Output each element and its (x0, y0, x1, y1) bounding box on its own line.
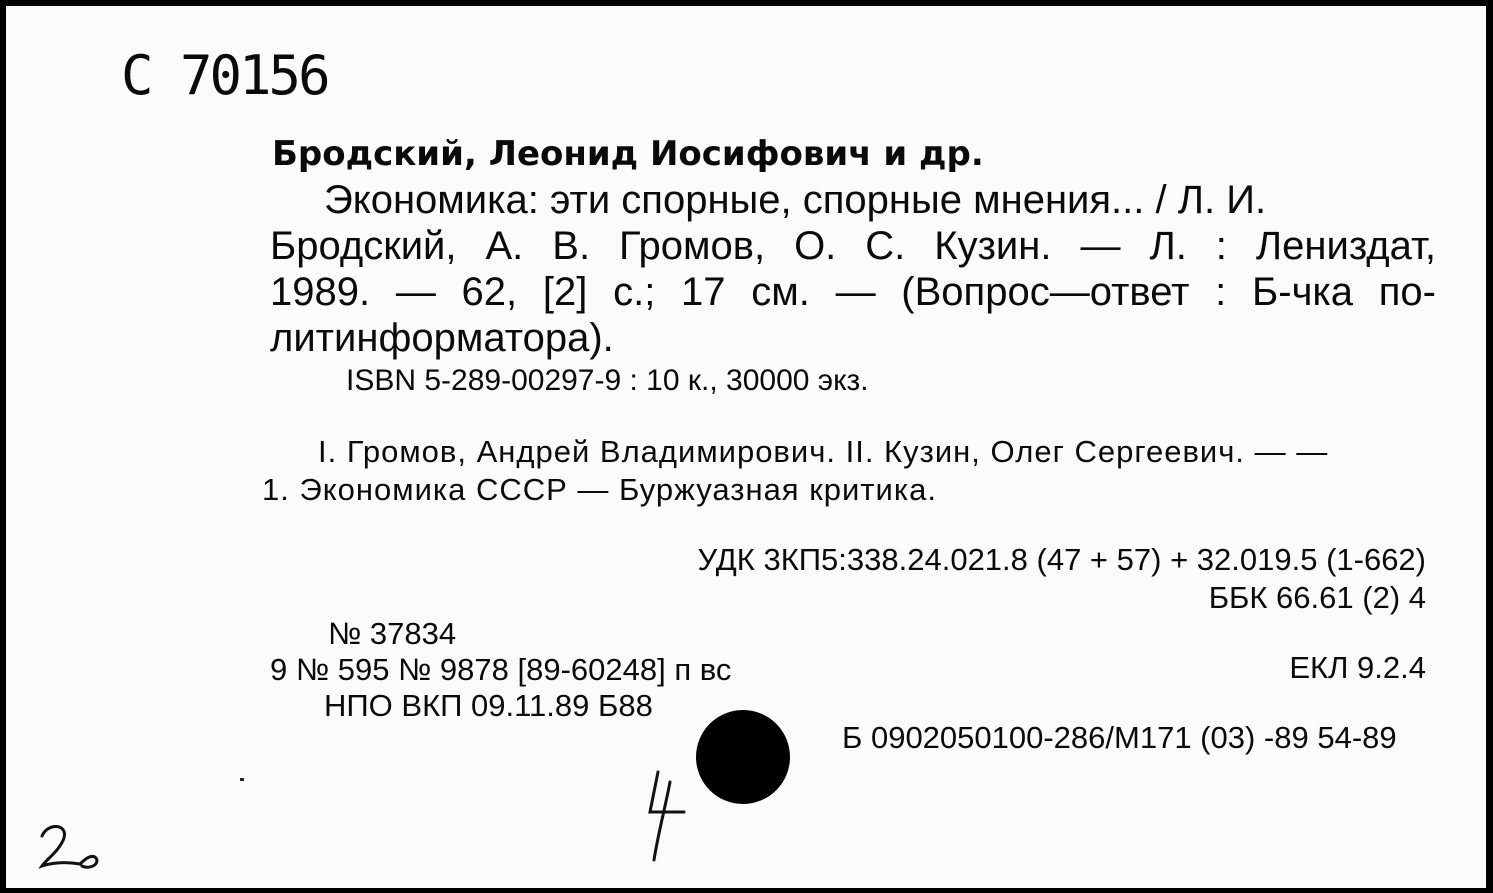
udk-code: УДК 3КП5:338.24.021.8 (47 + 57) + 32.019.5 (1-662) (697, 542, 1426, 577)
tracing-subject: 1. Экономика СССР — Буржуазная критика. (262, 472, 937, 507)
description-line-3: 1989. — 62, [2] с.; 17 см. — (Вопрос—ответ : Б-чка по- (270, 270, 1436, 314)
stray-dot (240, 778, 244, 781)
card-number: № 37834 (328, 616, 457, 651)
description-line-2: Бродский, А. В. Громов, О. С. Кузин. — Л. : Лениздат, (270, 224, 1436, 268)
isbn-line: ISBN 5-289-00297-9 : 10 к., 30000 экз. (346, 364, 869, 397)
bbk-code: ББК 66.61 (2) 4 (1208, 580, 1426, 615)
npo-line: НПО ВКП 09.11.89 Б88 (324, 688, 653, 723)
description-line-1: Экономика: эти спорные, спорные мнения... / Л. И. (324, 178, 1267, 222)
ekl-code: ЕКЛ 9.2.4 (1289, 650, 1426, 685)
description-line-4: литинформатора). (270, 316, 614, 360)
author-heading: Бродский, Леонид Иосифович и др. (272, 134, 984, 174)
punch-hole (696, 710, 790, 804)
handwritten-mark-left (34, 814, 104, 874)
order-line: 9 № 595 № 9878 [89-60248] п вс (270, 652, 732, 687)
handwritten-mark-bottom (628, 764, 698, 869)
tracing-added-entries: I. Громов, Андрей Владимирович. II. Кузин, Олег Сергеевич. — — (318, 434, 1329, 469)
call-number: С 70156 (121, 44, 328, 107)
b-code: Б 0902050100-286/М171 (03) -89 54-89 (842, 720, 1397, 755)
